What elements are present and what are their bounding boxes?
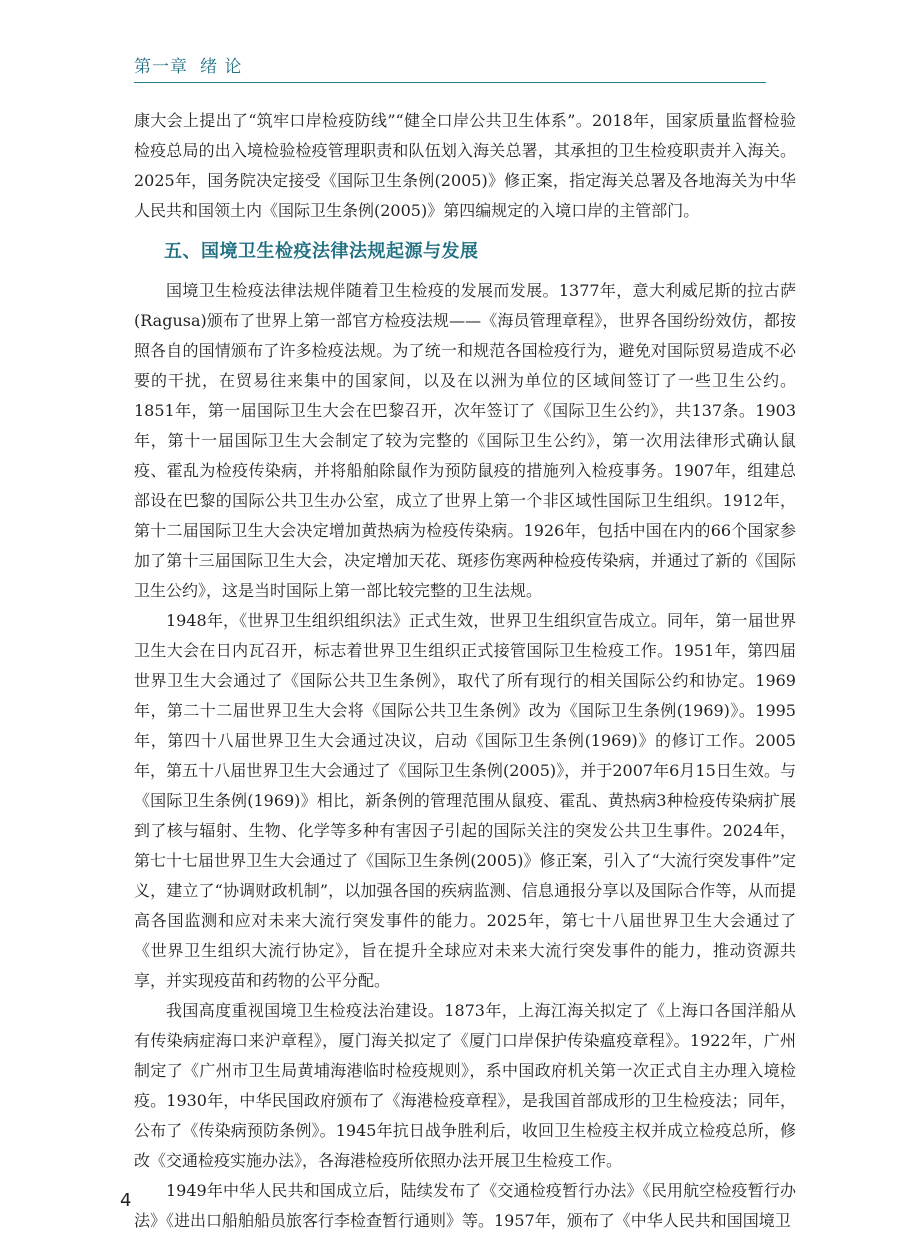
paragraph-continued: 康大会上提出了“筑牢口岸检疫防线”“健全口岸公共卫生体系”。2018年，国家质量监督检验检疫总局的出入境检验检疫管理职责和队伍划入海关总署，其承担的卫生检疫职责并入海关。2025年，国务院决定接受《国际卫生条例(2005)》修正案，指定海关总署及各地海关为中华人民共和国领土内《国际卫生条例(2005)》第四编规定的入境口岸的主管部门。 <box>134 111 796 220</box>
section-heading: 五、国境卫生检疫法律法规起源与发展 <box>164 241 479 262</box>
chapter-name: 绪 论 <box>200 57 243 77</box>
paragraph: 1949年中华人民共和国成立后，陆续发布了《交通检疫暂行办法》《民用航空检疫暂行办法》《进出口船舶船员旅客行李检查暂行通则》等。1957年，颁布了《中华人民共和国国境卫 <box>134 1181 796 1230</box>
paragraph: 我国高度重视国境卫生检疫法治建设。1873年，上海江海关拟定了《上海口各国洋船从有传染病症海口来沪章程》，厦门海关拟定了《厦门口岸保护传染瘟疫章程》。1922年，广州制定了《广州市卫生局黄埔海港临时检疫规则》，系中国政府机关第一次正式自主办理入境检疫。1930年，中华民国政府颁布了《海港检疫章程》，是我国首部成形的卫生检疫法；同年，公布了《传染病预防条例》。1945年抗日战争胜利后，收回卫生检疫主权并成立检疫总所，修改《交通检疫实施办法》，各海港检疫所依照办法开展卫生检疫工作。 <box>134 1001 796 1170</box>
page-number: 4 <box>120 1190 132 1211</box>
running-header <box>0 0 900 86</box>
chapter-title <box>134 52 242 77</box>
header-rule <box>134 82 766 83</box>
chapter-number: 第一章 <box>134 57 188 77</box>
paragraph: 国境卫生检疫法律法规伴随着卫生检疫的发展而发展。1377年，意大利威尼斯的拉古萨(Ragusa)颁布了世界上第一部官方检疫法规——《海员管理章程》，世界各国纷纷效仿，都按照各自的国情颁布了许多检疫法规。为了统一和规范各国检疫行为，避免对国际贸易造成不必要的干扰，在贸易往来集中的国家间，以及在以洲为单位的区域间签订了一些卫生公约。1851年，第一届国际卫生大会在巴黎召开，次年签订了《国际卫生公约》，共137条。1903年，第十一届国际卫生大会制定了较为完整的《国际卫生公约》，第一次用法律形式确认鼠疫、霍乱为检疫传染病，并将船舶除鼠作为预防鼠疫的措施列入检疫事务。1907年，组建总部设在巴黎的国际公共卫生办公室，成立了世界上第一个非区域性国际卫生组织。1912年，第十二届国际卫生大会决定增加黄热病为检疫传染病。1926年，包括中国在内的66个国家参加了第十三届国际卫生大会，决定增加天花、斑疹伤寒两种检疫传染病，并通过了新的《国际卫生公约》，这是当时国际上第一部比较完整的卫生法规。 <box>134 281 796 600</box>
page-body <box>134 106 796 1236</box>
paragraph: 1948年，《世界卫生组织组织法》正式生效，世界卫生组织宣告成立。同年，第一届世界卫生大会在日内瓦召开，标志着世界卫生组织正式接管国际卫生检疫工作。1951年，第四届世界卫生大会通过了《国际公共卫生条例》，取代了所有现行的相关国际公约和协定。1969年，第二十二届世界卫生大会将《国际公共卫生条例》改为《国际卫生条例(1969)》。1995年，第四十八届世界卫生大会通过决议，启动《国际卫生条例(1969)》的修订工作。2005年，第五十八届世界卫生大会通过了《国际卫生条例(2005)》，并于2007年6月15日生效。与《国际卫生条例(1969)》相比，新条例的管理范围从鼠疫、霍乱、黄热病3种检疫传染病扩展到了核与辐射、生物、化学等多种有害因子引起的国际关注的突发公共卫生事件。2024年，第七十七届世界卫生大会通过了《国际卫生条例(2005)》修正案，引入了“大流行突发事件”定义，建立了“协调财政机制”，以加强各国的疾病监测、信息通报分享以及国际合作等，从而提高各国监测和应对未来大流行突发事件的能力。2025年，第七十八届世界卫生大会通过了《世界卫生组织大流行协定》，旨在提升全球应对未来大流行突发事件的能力，推动资源共享，并实现疫苗和药物的公平分配。 <box>134 611 796 990</box>
